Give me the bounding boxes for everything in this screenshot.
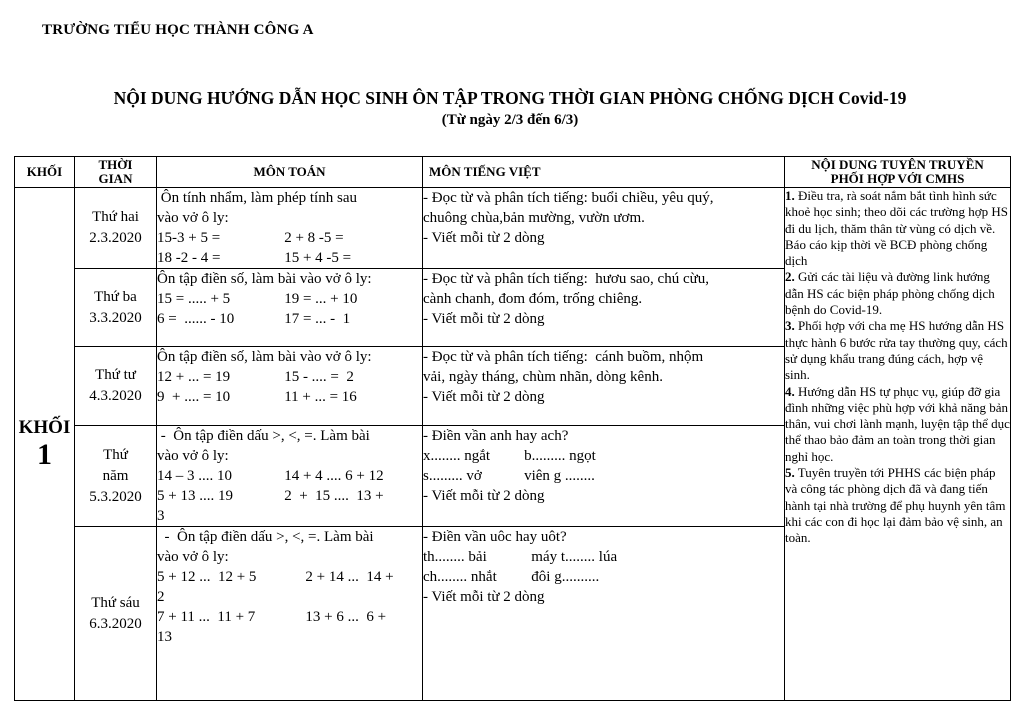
viet-exercise: b......... ngọt — [524, 448, 596, 464]
math-exercise-row — [157, 607, 422, 627]
note-text: Hướng dẫn HS tự phục vụ, giúp đỡ gia đình những việc phù hợp với khả năng bản thân, vui chơi lành mạnh, luyện tập thể dục thể thao bảo đảm an toàn trong thời gian nghỉ học. — [785, 383, 1010, 464]
math-exercise: 17 = ... - 1 — [284, 311, 351, 327]
math-exercise-row — [157, 486, 422, 506]
day-cell — [75, 527, 157, 701]
note-item — [785, 384, 1010, 465]
math-cell — [157, 426, 423, 527]
viet-line: - Điền vần uôc hay uôt? — [423, 529, 567, 545]
math-exercise-row — [157, 309, 422, 329]
day-name: Thứ ba — [94, 288, 137, 305]
math-exercise: 7 + 11 ... 11 + 7 — [157, 609, 256, 625]
header-time-line2: GIAN — [98, 171, 133, 186]
viet-exercise: x........ ngắt — [423, 448, 491, 464]
grade-label: KHỐI — [18, 417, 71, 438]
day-cell — [75, 269, 157, 347]
math-exercise-row — [157, 289, 422, 309]
note-item — [785, 269, 1010, 318]
header-math: MÔN TOÁN — [157, 157, 423, 188]
note-item — [785, 465, 1010, 546]
viet-exercise: máy t........ lúa — [531, 549, 618, 565]
math-cell — [157, 269, 423, 347]
notes-cell — [785, 188, 1011, 701]
viet-line: cành chanh, đom đóm, trống chiêng. — [423, 291, 643, 307]
math-line: Ôn tập điền số, làm bài vào vở ô ly: — [157, 349, 372, 365]
document-title: NỘI DUNG HƯỚNG DẪN HỌC SINH ÔN TẬP TRONG THỜI GIAN PHÒNG CHỐNG DỊCH Covid-19 — [113, 88, 907, 108]
math-exercise: 5 + 13 .... 19 — [157, 488, 233, 504]
viet-cell — [423, 426, 785, 527]
math-exercise: 2 + 15 .... 13 + — [284, 488, 384, 504]
note-item — [785, 188, 1010, 269]
viet-line: - Viết mỗi từ 2 dòng — [423, 589, 545, 605]
viet-exercise-row — [423, 547, 784, 567]
viet-exercise: đôi g.......... — [531, 569, 600, 585]
header-time-line1: THỜI — [98, 157, 133, 172]
math-exercise: 13 + 6 ... 6 + — [305, 609, 387, 625]
viet-cell — [423, 188, 785, 269]
viet-line: - Viết mỗi từ 2 dòng — [423, 488, 545, 504]
math-line: 2 — [157, 589, 165, 605]
day-date: 3.3.2020 — [89, 309, 142, 326]
math-exercise-row — [157, 466, 422, 486]
math-exercise: 15-3 + 5 = — [157, 230, 221, 246]
day-date: 5.3.2020 — [89, 488, 142, 505]
math-exercise: 9 + .... = 10 — [157, 389, 231, 405]
math-line: 3 — [157, 508, 165, 524]
header-notes-line2: PHỐI HỢP VỚI CMHS — [830, 171, 965, 186]
math-exercise-row — [157, 248, 422, 268]
math-exercise-row — [157, 387, 422, 407]
math-exercise-row — [157, 567, 422, 587]
viet-line: - Viết mỗi từ 2 dòng — [423, 389, 545, 405]
header-notes — [785, 157, 1011, 188]
viet-exercise-row — [423, 466, 784, 486]
table-row — [15, 188, 1011, 269]
day-name-2: năm — [102, 467, 129, 484]
note-number: 3. — [785, 318, 795, 334]
viet-cell — [423, 527, 785, 701]
note-text: Gửi các tài liệu và đường link hướng dẫn HS các biện pháp phòng chống dịch bệnh do Covid-19. — [785, 269, 995, 318]
math-exercise: 18 -2 - 4 = — [157, 250, 221, 266]
math-cell — [157, 527, 423, 701]
math-exercise: 14 + 4 .... 6 + 12 — [284, 468, 384, 484]
note-text: Điều tra, rà soát nắm bắt tình hình sức khoẻ học sinh; theo dõi các trường hợp HS đi du lịch, thăm thân từ vùng có dịch về. Báo cáo kịp thời về BCĐ phòng chống dịch — [785, 188, 1008, 269]
school-name: TRƯỜNG TIỂU HỌC THÀNH CÔNG A — [42, 22, 314, 38]
table-header-row — [15, 157, 1011, 188]
day-name: Thứ tư — [95, 367, 136, 383]
math-cell — [157, 188, 423, 269]
math-line: Ôn tập điền số, làm bài vào vở ô ly: — [157, 271, 372, 287]
day-name: Thứ sáu — [91, 594, 140, 611]
viet-exercise: th........ bải — [423, 549, 487, 565]
math-exercise: 2 + 14 ... 14 + — [305, 569, 394, 585]
viet-line: chuông chùa,bản mường, vườn ươm. — [423, 210, 645, 226]
viet-cell — [423, 347, 785, 426]
note-text: Phối hợp với cha mẹ HS hướng dẫn HS thực hành 6 bước rửa tay thường quy, cách sử dụng khẩu trang đúng cách, hợp vệ sinh. — [785, 318, 1008, 383]
study-plan-table — [14, 156, 1011, 701]
header-time — [75, 157, 157, 188]
math-line: 13 — [157, 629, 172, 645]
note-item — [785, 318, 1010, 383]
note-number: 1. — [785, 188, 795, 203]
header-viet: MÔN TIẾNG VIỆT — [423, 157, 785, 188]
math-exercise: 15 + 4 -5 = — [284, 250, 352, 266]
viet-exercise-row — [423, 446, 784, 466]
math-exercise: 14 – 3 .... 10 — [157, 468, 232, 484]
viet-line: - Viết mỗi từ 2 dòng — [423, 311, 545, 327]
math-line: vào vở ô ly: — [157, 448, 229, 464]
day-name: Thứ — [103, 446, 128, 463]
viet-line: - Đọc từ và phân tích tiếng: hươu sao, chú cừu, — [423, 271, 710, 287]
math-exercise: 15 = ..... + 5 — [157, 291, 231, 307]
math-exercise: 2 + 8 -5 = — [284, 230, 344, 246]
math-exercise: 19 = ... + 10 — [284, 291, 358, 307]
day-date: 2.3.2020 — [89, 230, 142, 246]
viet-line: - Điền vần anh hay ach? — [423, 428, 569, 444]
math-exercise-row — [157, 228, 422, 248]
math-exercise: 15 - .... = 2 — [284, 369, 354, 385]
math-exercise-row — [157, 367, 422, 387]
viet-exercise-row — [423, 567, 784, 587]
math-exercise: 11 + ... = 16 — [284, 389, 357, 405]
day-date: 6.3.2020 — [89, 615, 142, 632]
viet-line: vải, ngày tháng, chùm nhãn, dòng kênh. — [423, 369, 663, 385]
math-cell — [157, 347, 423, 426]
note-number: 2. — [785, 269, 795, 285]
day-date: 4.3.2020 — [89, 388, 142, 404]
note-text: Tuyên truyền tới PHHS các biện pháp và công tác phòng dịch đã và đang tiến hành tại nhà trường để phụ huynh yên tâm khi các con đi học lại đảm bảo vệ sinh, an toàn. — [785, 465, 1006, 546]
viet-line: - Viết mỗi từ 2 dòng — [423, 230, 545, 246]
grade-number: 1 — [37, 438, 52, 471]
day-cell — [75, 188, 157, 269]
viet-cell — [423, 269, 785, 347]
header-khoi: KHỐI — [15, 157, 75, 188]
viet-line: - Đọc từ và phân tích tiếng: buổi chiều, yêu quý, — [423, 190, 714, 206]
viet-exercise: s......... vở — [423, 468, 482, 484]
viet-exercise: ch........ nhắt — [423, 569, 497, 585]
day-cell — [75, 347, 157, 426]
math-exercise: 5 + 12 ... 12 + 5 — [157, 569, 257, 585]
grade-cell — [15, 188, 75, 701]
document-subtitle: (Từ ngày 2/3 đến 6/3) — [441, 112, 579, 128]
math-exercise: 6 = ...... - 10 — [157, 311, 235, 327]
note-number: 5. — [785, 465, 795, 481]
note-number: 4. — [785, 383, 795, 399]
math-line: Ôn tính nhẩm, làm phép tính sau — [157, 190, 357, 206]
viet-line: - Đọc từ và phân tích tiếng: cánh buồm, nhộm — [423, 349, 704, 365]
math-line: - Ôn tập điền dấu >, <, =. Làm bài — [157, 529, 374, 545]
math-line: - Ôn tập điền dấu >, <, =. Làm bài — [157, 428, 370, 444]
math-line: vào vở ô ly: — [157, 549, 229, 565]
math-line: vào vở ô ly: — [157, 210, 229, 226]
viet-exercise: viên g ........ — [524, 468, 595, 484]
day-cell — [75, 426, 157, 527]
math-exercise: 12 + ... = 19 — [157, 369, 231, 385]
header-notes-line1: NỘI DUNG TUYÊN TRUYỀN — [811, 157, 984, 172]
day-name: Thứ hai — [92, 209, 139, 225]
